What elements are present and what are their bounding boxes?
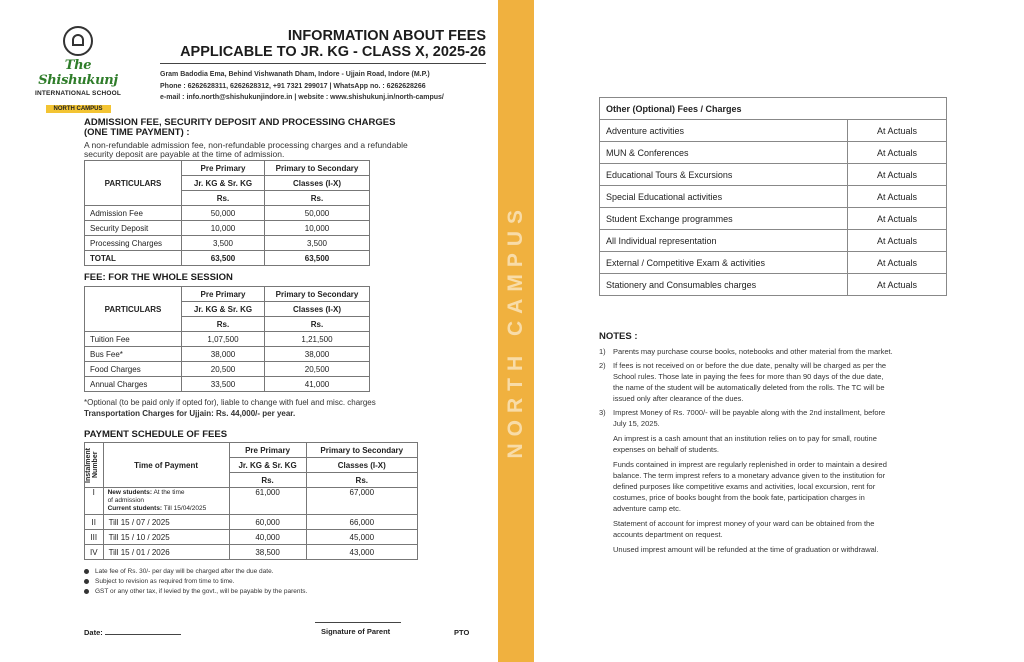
schedule-heading: PAYMENT SCHEDULE OF FEES (84, 429, 228, 440)
signature-line (315, 622, 401, 623)
date-field: Date: (84, 628, 181, 637)
table-row: Admission Fee 50,000 50,000 (85, 206, 370, 221)
table-row: Tuition Fee 1,07,500 1,21,500 (85, 332, 370, 347)
campus-band-text: NORTH CAMPUS (504, 203, 527, 459)
table-row: Processing Charges 3,500 3,500 (85, 236, 370, 251)
schedule-bullets (84, 567, 307, 597)
session-fee-table: PARTICULARS Pre Primary Primary to Secondary Jr. KG & Sr. KG Classes (I-X) Rs. Rs. Tuition Fee 1,07,500 1,21,500 Bus Fee* 38,000 38,000 Food Charges 20,500 20,500 Annual Charges 33,500 41,000 (84, 286, 370, 392)
notes-list: 1) Parents may purchase course books, notebooks and other material from the market. 2) If fees is not received on or before the due date, penalty will be charged as per the School rules. Those late in paying the fees for more than 90 days of the due date, the name of the student will be automatically deleted from the rolls. The TC will be issued only after clearance of the dues. 3) Imprest Money of Rs. 7000/- will be payable along with the 2nd installment, before July 15, 2025. An imprest is a cash amount that an institution relies on to pay for small, routine expenses on behalf of students. Funds contained in imprest are regularly replenished in order to maintain a desired balance. The term imprest refers to a monetary advance given to the institution for defined purposes like competitive exams and activities, local excursion, rent for costumes, price of books bought from the book fate, participation charges in adventure camp etc. Statement of account for imprest money of your ward can be obtained from the accounts department on request. Unused imprest amount will be refunded at the time of graduation or withdrawal. (599, 346, 949, 555)
contact-info (160, 69, 444, 104)
table-row: TOTAL 63,500 63,500 (85, 251, 370, 266)
list-item: Late fee of Rs. 30/- per day will be charged after the due date. (84, 567, 307, 577)
table-row: III Till 15 / 10 / 2025 40,000 45,000 (85, 530, 418, 545)
emblem-icon (63, 26, 93, 56)
table-row: Annual Charges 33,500 41,000 (85, 377, 370, 392)
admission-fee-table: PARTICULARS Pre Primary Primary to Secondary Jr. KG & Sr. KG Classes (I-X) Rs. Rs. Admission Fee 50,000 50,000 Security Deposit 10,000 10,000 Processing Charges 3,500 3,500 TOTAL 63,500 63,500 (84, 160, 370, 266)
table-row: External / Competitive Exam & activities At Actuals (600, 252, 947, 274)
first-instalment-time: New students: At the time of admission Current students: Till 15/04/2025 (103, 488, 229, 515)
table-row: Student Exchange programmes At Actuals (600, 208, 947, 230)
table-row: Educational Tours & Excursions At Actuals (600, 164, 947, 186)
bullet-icon (84, 569, 89, 574)
table-row: Special Educational activities At Actuals (600, 186, 947, 208)
session-heading: FEE: FOR THE WHOLE SESSION (84, 272, 233, 283)
table-row: MUN & Conferences At Actuals (600, 142, 947, 164)
table-row: Stationery and Consumables charges At Actuals (600, 274, 947, 296)
address: Gram Badodia Ema, Behind Vishwanath Dham, Indore - Ujjain Road, Indore (M.P.) (160, 71, 430, 78)
page-title: INFORMATION ABOUT FEES APPLICABLE TO JR. KG - CLASS X, 2025-26 (180, 28, 486, 60)
admission-description: A non-refundable admission fee, non-refundable processing charges and a refundable security deposit are payable at the time of admission. (84, 140, 408, 159)
optional-note: *Optional (to be paid only if opted for), liable to change with fuel and misc. charges (84, 398, 376, 407)
list-item: Subject to revision as required from time to time. (84, 577, 307, 587)
table-row: II Till 15 / 07 / 2025 60,000 66,000 (85, 515, 418, 530)
table-row: Adventure activities At Actuals (600, 120, 947, 142)
logo-name: The Shishukunj (38, 58, 118, 88)
school-logo (30, 26, 126, 115)
table-row: I New students: At the time of admission Current students: Till 15/04/2025 61,000 67,000 (85, 488, 418, 515)
table-row: IV Till 15 / 01 / 2026 38,500 43,000 (85, 545, 418, 560)
bullet-icon (84, 579, 89, 584)
list-item: 1) Parents may purchase course books, notebooks and other material from the market. (599, 347, 893, 356)
admission-heading: ADMISSION FEE, SECURITY DEPOSIT AND PROCESSING CHARGES (ONE TIME PAYMENT) : (84, 117, 396, 138)
table-row: Food Charges 20,500 20,500 (85, 362, 370, 377)
pto-label: PTO (454, 628, 470, 637)
notes-heading: NOTES : (599, 331, 638, 342)
phone: Phone : 6262628311, 6262628312, +91 7321 299017 | WhatsApp no. : 6262628266 (160, 82, 426, 90)
instalment-header: Instalment Number (85, 447, 99, 483)
table-row: Bus Fee* 38,000 38,000 (85, 347, 370, 362)
table-row: Security Deposit 10,000 10,000 (85, 221, 370, 236)
logo-campus: NORTH CAMPUS (46, 105, 111, 113)
transport-charges: Transportation Charges for Ujjain: Rs. 44,000/- per year. (84, 409, 296, 418)
payment-schedule-table: Instalment Number Time of Payment Pre Primary Primary to Secondary Jr. KG & Sr. KG Classes (I-X) Rs. Rs. I New students: At the time of admission Current students: Till 15/04/2025 61,000 67,000 II Till 15 / 07 / 2025 60,000 66,000 III Till 15 / 10 / 2025 40,000 45,000 IV Till 15 / 01 / 2026 38,500 43,000 (84, 442, 418, 560)
list-item: GST or any other tax, if levied by the govt., will be payable by the parents. (84, 587, 307, 597)
signature-label: Signature of Parent (321, 627, 391, 636)
optional-fees-table: Other (Optional) Fees / Charges Adventure activities At Actuals MUN & Conferences At Actuals Educational Tours & Excursions At Actuals Special Educational activities At Actuals Student Exchange programmes At Actuals All Individual representation At Actuals External / Competitive Exam & activities At Actuals Stationery and Consumables charges At Actuals (599, 97, 947, 296)
list-item: 3) Imprest Money of Rs. 7000/- will be payable along with the 2nd installment, before July 15, 2025. (599, 408, 886, 428)
table-row: All Individual representation At Actuals (600, 230, 947, 252)
bullet-icon (84, 589, 89, 594)
title-divider (160, 63, 486, 64)
logo-subtitle: INTERNATIONAL SCHOOL (34, 90, 122, 97)
list-item: 2) If fees is not received on or before the due date, penalty will be charged as per the School rules. Those late in paying the fees for more than 90 days of the due date, the name of the student will be automatically deleted from the rolls. The TC will be issued only after clearance of the dues. (599, 361, 887, 403)
email-website: e-mail : info.north@shishukunjindore.in | website : www.shishukunj.in/north-campus/ (160, 94, 444, 101)
